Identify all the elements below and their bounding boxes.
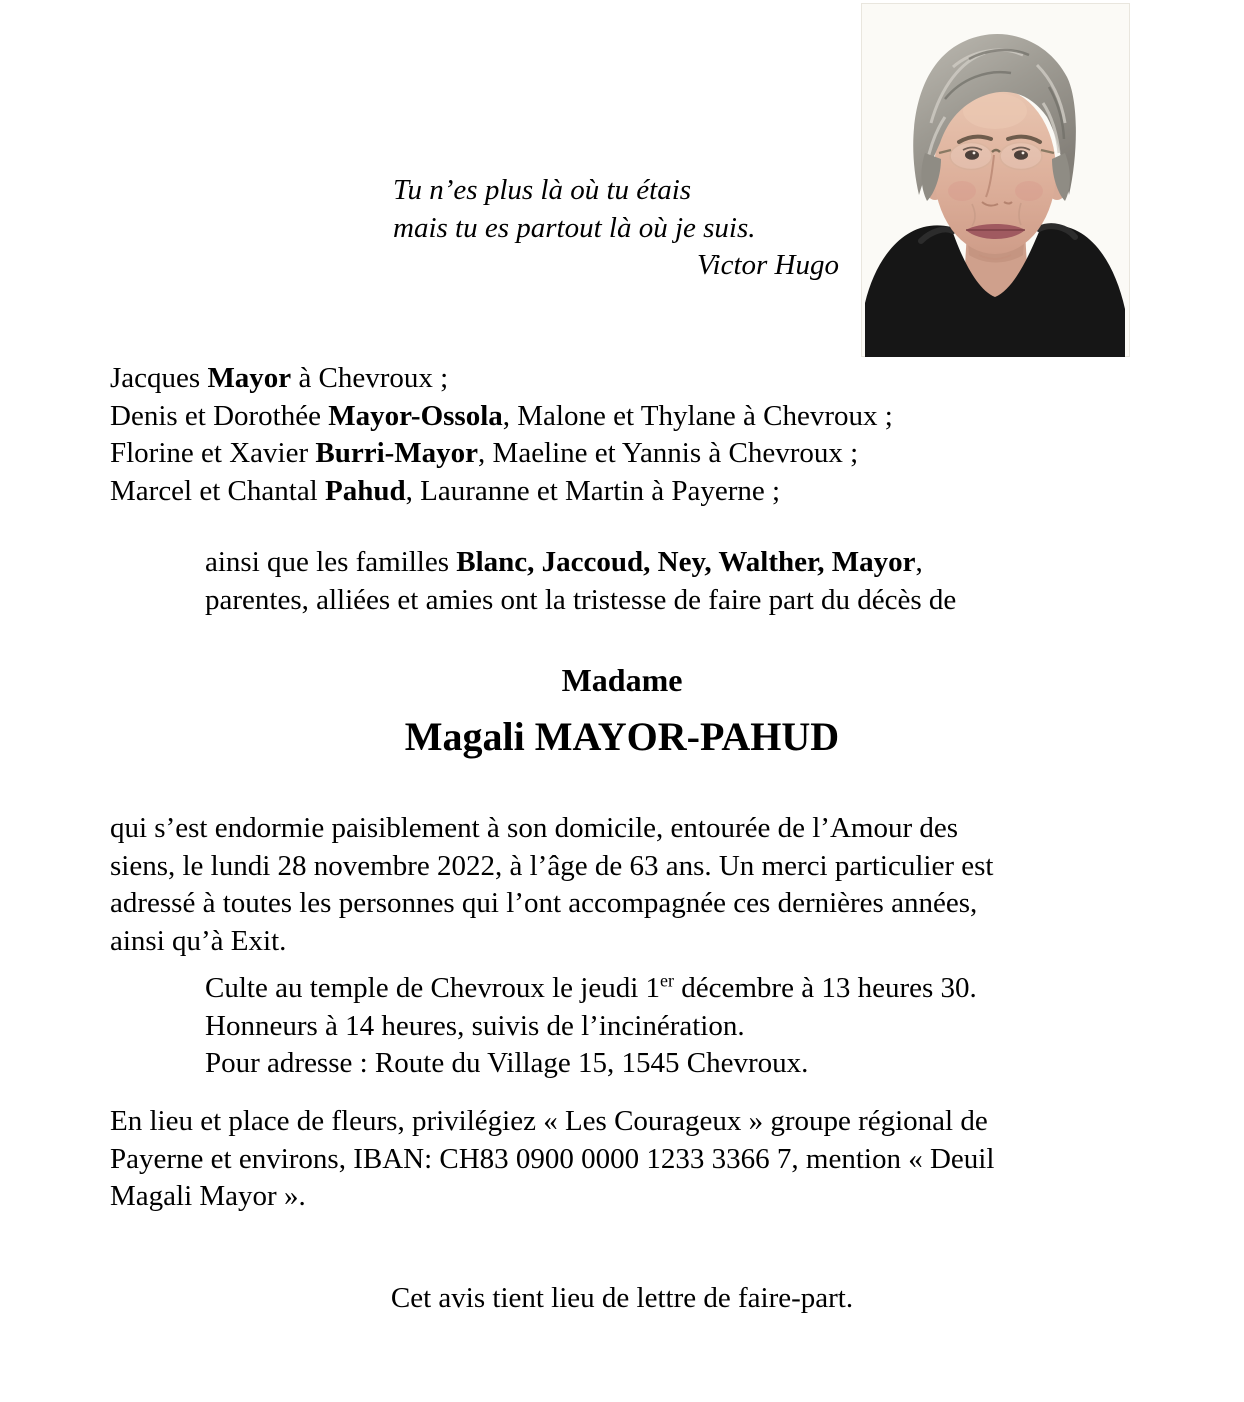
title-salutation: Madame xyxy=(561,662,683,698)
donation-line: Magali Mayor ». xyxy=(110,1180,306,1213)
ceremony-line-1 xyxy=(205,970,1165,1008)
families-intro-text: , xyxy=(915,546,923,578)
portrait-photo-image xyxy=(861,3,1130,357)
family-line-text: , Lauranne et Martin à Payerne ; xyxy=(405,474,781,507)
families-intro xyxy=(205,544,1155,619)
family-line-text: à Chevroux ; xyxy=(291,362,449,394)
family-line xyxy=(110,473,1110,511)
family-name-bold: Burri-Mayor xyxy=(315,437,479,470)
left-cheek xyxy=(948,181,976,201)
obituary-line: qui s’est endormie paisiblement à son domicile, entourée de l’Amour des xyxy=(110,812,959,844)
portrait-photo xyxy=(861,3,1130,357)
donation-paragraph xyxy=(110,1103,1140,1216)
family-line-text: Denis et Dorothée xyxy=(110,399,329,432)
family-line-text: , Malone et Thylane à Chevroux ; xyxy=(502,399,893,432)
ceremony-text: Culte au temple de Chevroux le jeudi 1 xyxy=(205,972,661,1004)
glasses-left-lens xyxy=(950,143,992,170)
quote-line-1: Tu n’es plus là où tu étais xyxy=(393,174,692,206)
family-name-bold: Pahud xyxy=(325,474,406,507)
ordinal-superscript: er xyxy=(660,970,674,991)
families-names-bold: Blanc, Jaccoud, Ney, Walther, Mayor xyxy=(456,546,916,578)
obituary-paragraph xyxy=(110,810,1140,960)
obituary-line: adressé à toutes les personnes qui l’ont accompagnée ces dernières années, xyxy=(110,887,978,920)
donation-line: En lieu et place de fleurs, privilégiez « Les Courageux » groupe régional de xyxy=(110,1105,988,1137)
obituary-line: ainsi qu’à Exit. xyxy=(110,924,287,957)
right-cheek xyxy=(1015,181,1043,201)
family-list xyxy=(110,360,1110,510)
family-line xyxy=(110,435,1110,473)
closing-line: Cet avis tient lieu de lettre de faire-part. xyxy=(390,1282,854,1314)
family-line-text: Marcel et Chantal xyxy=(110,474,325,507)
families-intro-line-2: parentes, alliées et amies ont la tristesse de faire part du décès de xyxy=(205,583,957,616)
family-line xyxy=(110,360,1110,398)
ceremony-details xyxy=(205,970,1165,1083)
obituary-line: siens, le lundi 28 novembre 2022, à l’âge de 63 ans. Un merci particulier est xyxy=(110,849,994,882)
family-line-text: Florine et Xavier xyxy=(110,437,316,470)
ceremony-line-3: Pour adresse : Route du Village 15, 1545 Chevroux. xyxy=(205,1047,809,1080)
donation-line: Payerne et environs, IBAN: CH83 0900 0000 1233 3366 7, mention « Deuil xyxy=(110,1142,995,1175)
ceremony-text: décembre à 13 heures 30. xyxy=(674,972,977,1004)
memorial-quote xyxy=(393,172,839,285)
family-name-bold: Mayor xyxy=(207,362,292,394)
quote-line-2: mais tu es partout là où je suis. xyxy=(393,211,756,244)
families-intro-line-1 xyxy=(205,544,1155,582)
family-line-text: Jacques xyxy=(110,362,208,394)
family-name-bold: Mayor-Ossola xyxy=(328,399,503,432)
deceased-name-title: Magali MAYOR-PAHUD xyxy=(404,714,840,759)
families-intro-text: ainsi que les familles xyxy=(205,546,457,578)
family-line-text: , Maeline et Yannis à Chevroux ; xyxy=(478,437,859,470)
ceremony-line-2: Honneurs à 14 heures, suivis de l’incinération. xyxy=(205,1009,745,1042)
glasses-right-lens xyxy=(1000,143,1042,170)
quote-attribution: Victor Hugo xyxy=(696,249,839,282)
family-line xyxy=(110,398,1110,436)
